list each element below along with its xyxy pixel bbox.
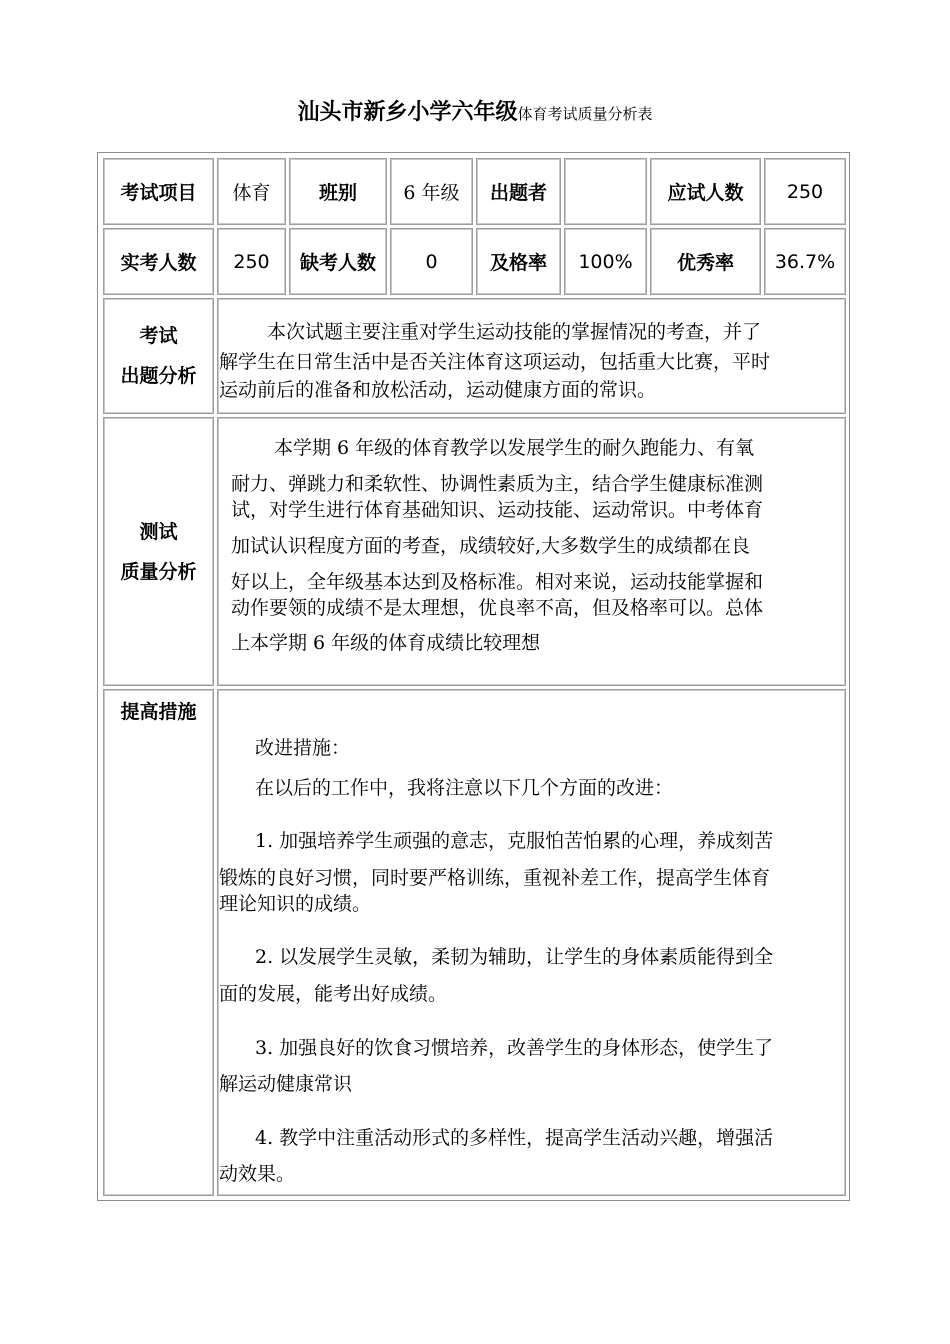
author-value [564, 158, 647, 225]
improvement-item-2-line1: 2. 以发展学生灵敏，柔韧为辅助，让学生的身体素质能得到全 [255, 946, 774, 968]
actual-label: 实考人数 [103, 228, 214, 295]
title-sub: 体育考试质量分析表 [517, 105, 653, 123]
section2-line-2: 耐力、弹跳力和柔软性、协调性素质为主，结合学生健康标准测 [231, 473, 764, 495]
class-label: 班别 [289, 158, 387, 225]
author-label: 出题者 [476, 158, 561, 225]
expected-value: 250 [764, 158, 846, 225]
section1-line-2: 解学生在日常生活中是否关注体育这项运动，包括重大比赛，平时 [219, 351, 771, 373]
actual-value: 250 [217, 228, 286, 295]
subject-value: 体育 [217, 158, 286, 225]
improvement-item-1-line2: 锻炼的良好习惯，同时要严格训练，重视补差工作，提高学生体育 [219, 867, 771, 889]
section2-label-line2: 质量分析 [120, 560, 197, 583]
improvement-item-3-line1: 3. 加强良好的饮食习惯培养，改善学生的身体形态，使学生了 [255, 1037, 774, 1059]
document-title [0, 95, 950, 126]
excellent-value: 36.7% [764, 228, 846, 295]
improvement-item-2-line2: 面的发展，能考出好成绩。 [219, 983, 448, 1005]
section2-line-1: 本学期 6 年级的体育教学以发展学生的耐久跑能力、有氧 [274, 437, 755, 459]
section2-label-line1: 测试 [139, 520, 178, 543]
section1-label-line1: 考试 [139, 325, 178, 347]
section2-line-4: 加试认识程度方面的考查，成绩较好,大多数学生的成绩都在良 [231, 535, 751, 557]
section-exam-analysis-label [103, 298, 214, 414]
pass-label: 及格率 [476, 228, 561, 295]
section2-line-3: 试，对学生进行体育基础知识、运动技能、运动常识。中考体育 [231, 499, 764, 521]
section1-line-1: 本次试题主要注重对学生运动技能的掌握情况的考查，并了 [267, 321, 762, 343]
expected-label: 应试人数 [650, 158, 761, 225]
section2-line-7: 上本学期 6 年级的体育成绩比较理想 [231, 632, 541, 654]
section2-line-6: 动作要领的成绩不是太理想，优良率不高，但及格率可以。总体 [231, 597, 764, 619]
subject-label: 考试项目 [103, 158, 214, 225]
section-quality-analysis-content [217, 417, 846, 686]
section2-line-5: 好以上，全年级基本达到及格标准。相对来说，运动技能掌握和 [231, 571, 764, 593]
improvement-item-1-line1: 1. 加强培养学生顽强的意志，克服怕苦怕累的心理，养成刻苦 [255, 830, 774, 852]
improvement-heading: 改进措施： [255, 737, 351, 759]
excellent-label: 优秀率 [650, 228, 761, 295]
section-improvement-label: 提高措施 [103, 689, 214, 1196]
absent-value: 0 [390, 228, 473, 295]
improvement-intro: 在以后的工作中，我将注意以下几个方面的改进： [255, 777, 674, 799]
section-quality-analysis-label [103, 417, 214, 686]
section-improvement-content [217, 689, 846, 1196]
title-main: 汕头市新乡小学六年级 [297, 100, 518, 125]
absent-label: 缺考人数 [289, 228, 387, 295]
section1-label-line2: 出题分析 [120, 365, 197, 387]
analysis-table [97, 152, 850, 1201]
improvement-item-3-line2: 解运动健康常识 [219, 1073, 353, 1095]
improvement-item-1-line3: 理论知识的成绩。 [219, 893, 372, 915]
improvement-item-4-line2: 动效果。 [219, 1163, 296, 1185]
pass-value: 100% [564, 228, 647, 295]
improvement-item-4-line1: 4. 教学中注重活动形式的多样性，提高学生活动兴趣，增强活 [255, 1127, 774, 1149]
class-value: 6 年级 [390, 158, 473, 225]
section-exam-analysis-content [217, 298, 846, 414]
section1-line-3: 运动前后的准备和放松活动，运动健康方面的常识。 [219, 379, 657, 401]
